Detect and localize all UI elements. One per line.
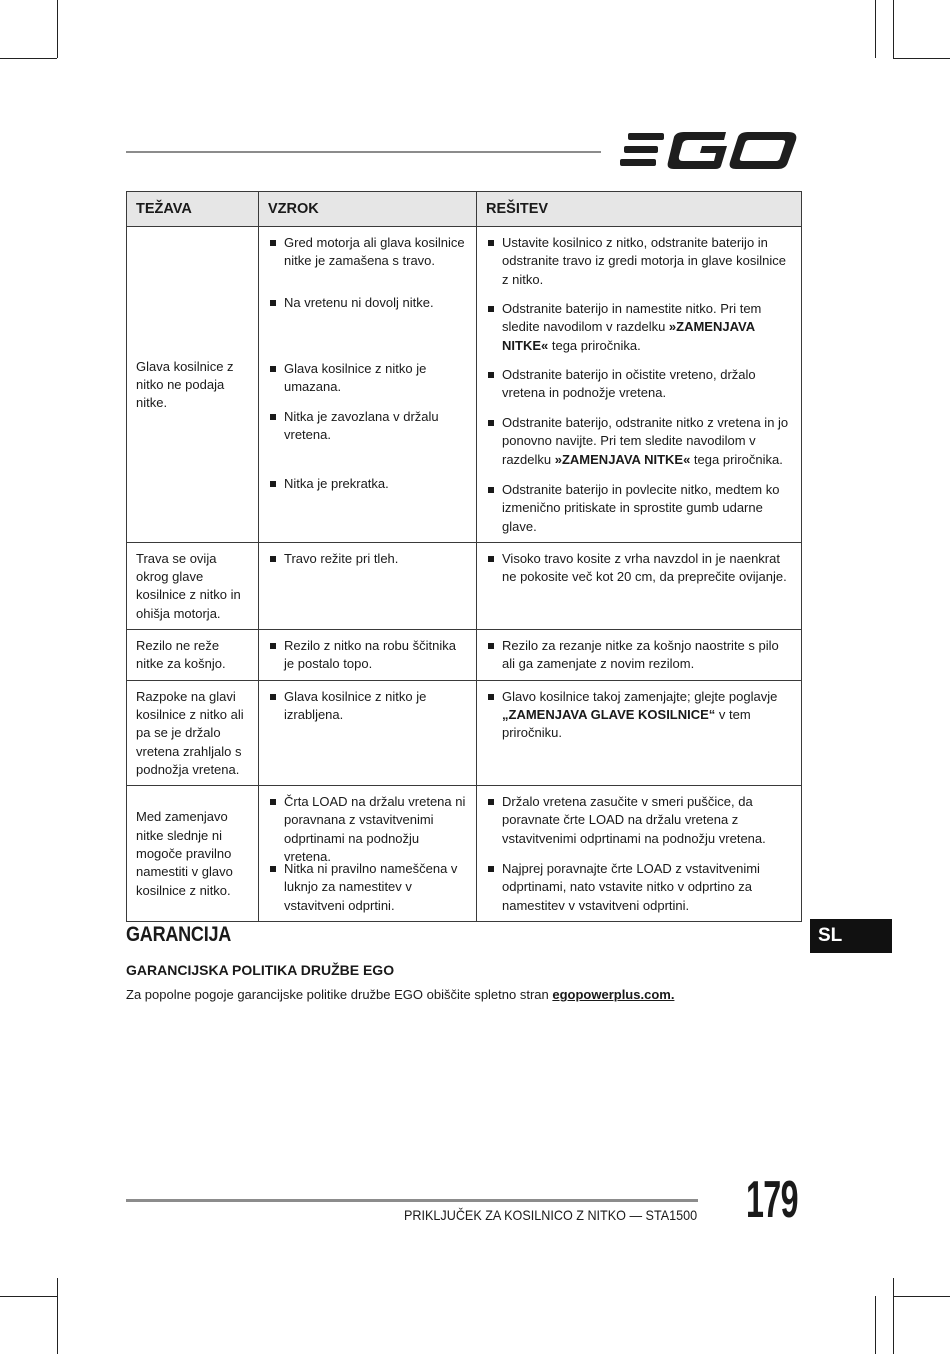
language-tab: SL — [810, 919, 892, 953]
table-row — [127, 227, 802, 543]
solution-cell — [477, 786, 802, 922]
crop-mark — [875, 0, 876, 58]
header-problem: TEŽAVA — [127, 192, 259, 227]
solution-item: Visoko travo kosite z vrha navzdol in je naenkrat ne pokosite več kot 20 cm, da preprečite ovijanje. — [485, 550, 793, 587]
crop-mark — [893, 1278, 894, 1354]
crop-mark — [893, 58, 950, 59]
crop-mark — [893, 0, 894, 58]
cause-item: Travo režite pri tleh. — [267, 550, 468, 568]
crop-mark — [893, 1296, 950, 1297]
solution-cell — [477, 542, 802, 629]
cause-item: Gred motorja ali glava kosilnice nitke je zamašena s travo. — [267, 234, 468, 294]
table-row — [127, 542, 802, 629]
problem-cell: Rezilo ne reže nitke za košnjo. — [127, 630, 259, 681]
cause-item: Glava kosilnice z nitko je izrabljena. — [267, 688, 468, 725]
cause-cell — [259, 680, 477, 785]
problem-cell: Razpoke na glavi kosilnice z nitko ali pa se je držalo vretena zrahljalo s podnožja vretena. — [127, 680, 259, 785]
solution-item: Ustavite kosilnico z nitko, odstranite baterijo in odstranite travo iz gredi motorja in glave kosilnice z nitko. — [485, 234, 793, 300]
solution-item: Odstranite baterijo in očistite vreteno, držalo vretena in podnožje vretena. — [485, 366, 793, 414]
cause-item: Nitka ni pravilno nameščena v luknjo za namestitev v vstavitveni odprtini. — [267, 860, 468, 915]
footer-rule — [126, 1199, 698, 1202]
solution-cell — [477, 227, 802, 543]
problem-cell: Glava kosilnice z nitko ne podaja nitke. — [127, 227, 259, 543]
table-row — [127, 786, 802, 922]
cause-item: Nitka je zavozlana v držalu vretena. — [267, 408, 468, 475]
cause-cell — [259, 542, 477, 629]
solution-item: Odstranite baterijo in povlecite nitko, medtem ko izmenično pritiskate in sprostite gumb udarne glave. — [485, 481, 793, 536]
cause-item: Na vretenu ni dovolj nitke. — [267, 294, 468, 360]
warranty-body: Za popolne pogoje garancijske politike družbe EGO obiščite spletno stran egopowerplus.com. — [126, 987, 675, 1002]
crop-mark — [57, 0, 58, 58]
crop-mark — [875, 1296, 876, 1354]
problem-cell: Trava se ovija okrog glave kosilnice z nitko in ohišja motorja. — [127, 542, 259, 629]
table-header-row — [127, 192, 802, 227]
solution-item: Glavo kosilnice takoj zamenjajte; glejte poglavje „ZAMENJAVA GLAVE KOSILNICE“ v tem priročniku. — [485, 688, 793, 743]
solution-item: Rezilo za rezanje nitke za košnjo naostrite s pilo ali ga zamenjate z novim rezilom. — [485, 637, 793, 674]
solution-cell — [477, 630, 802, 681]
cause-cell — [259, 630, 477, 681]
cause-item: Nitka je prekratka. — [267, 475, 468, 493]
crop-mark — [0, 1296, 57, 1297]
problem-cell: Med zamenjavo nitke slednje ni mogoče pravilno namestiti v glavo kosilnice z nitko. — [127, 786, 259, 922]
header-solution: REŠITEV — [477, 192, 802, 227]
footer-text: PRIKLJUČEK ZA KOSILNICO Z NITKO — STA1500 — [404, 1207, 698, 1223]
cause-item: Rezilo z nitko na robu ščitnika je postalo topo. — [267, 637, 468, 674]
cause-item: Črta LOAD na držalu vretena ni poravnana z vstavitvenimi odprtinami na podnožju vretena. — [267, 793, 468, 860]
page-number: 179 — [746, 1171, 798, 1229]
cause-item: Glava kosilnice z nitko je umazana. — [267, 360, 468, 408]
crop-mark — [57, 1278, 58, 1354]
ego-logo — [616, 128, 800, 172]
cause-cell — [259, 786, 477, 922]
header-rule — [126, 151, 601, 153]
solution-item: Odstranite baterijo in namestite nitko. Pri tem sledite navodilom v razdelku »ZAMENJAVA NITKE« tega priročnika. — [485, 300, 793, 366]
crop-mark — [0, 58, 57, 59]
cause-cell — [259, 227, 477, 543]
warranty-title: GARANCIJA — [126, 923, 232, 946]
solution-cell — [477, 680, 802, 785]
solution-item: Odstranite baterijo, odstranite nitko z vretena in jo ponovno navijte. Pri tem sledite navodilom v razdelku »ZAMENJAVA NITKE« tega priročnika. — [485, 414, 793, 481]
table-row — [127, 630, 802, 681]
solution-item: Držalo vretena zasučite v smeri puščice, da poravnate črte LOAD na držalu vretena z vstavitvenimi odprtinami na podnožju vretena. — [485, 793, 793, 860]
warranty-subtitle: GARANCIJSKA POLITIKA DRUŽBE EGO — [126, 962, 395, 978]
troubleshooting-table — [126, 191, 802, 922]
warranty-link[interactable]: egopowerplus.com. — [552, 987, 675, 1002]
header-cause: VZROK — [259, 192, 477, 227]
table-row — [127, 680, 802, 785]
solution-item: Najprej poravnajte črte LOAD z vstavitvenimi odprtinami, nato vstavite nitko v odprtino za namestitev v vstavitveni odprtini. — [485, 860, 793, 915]
